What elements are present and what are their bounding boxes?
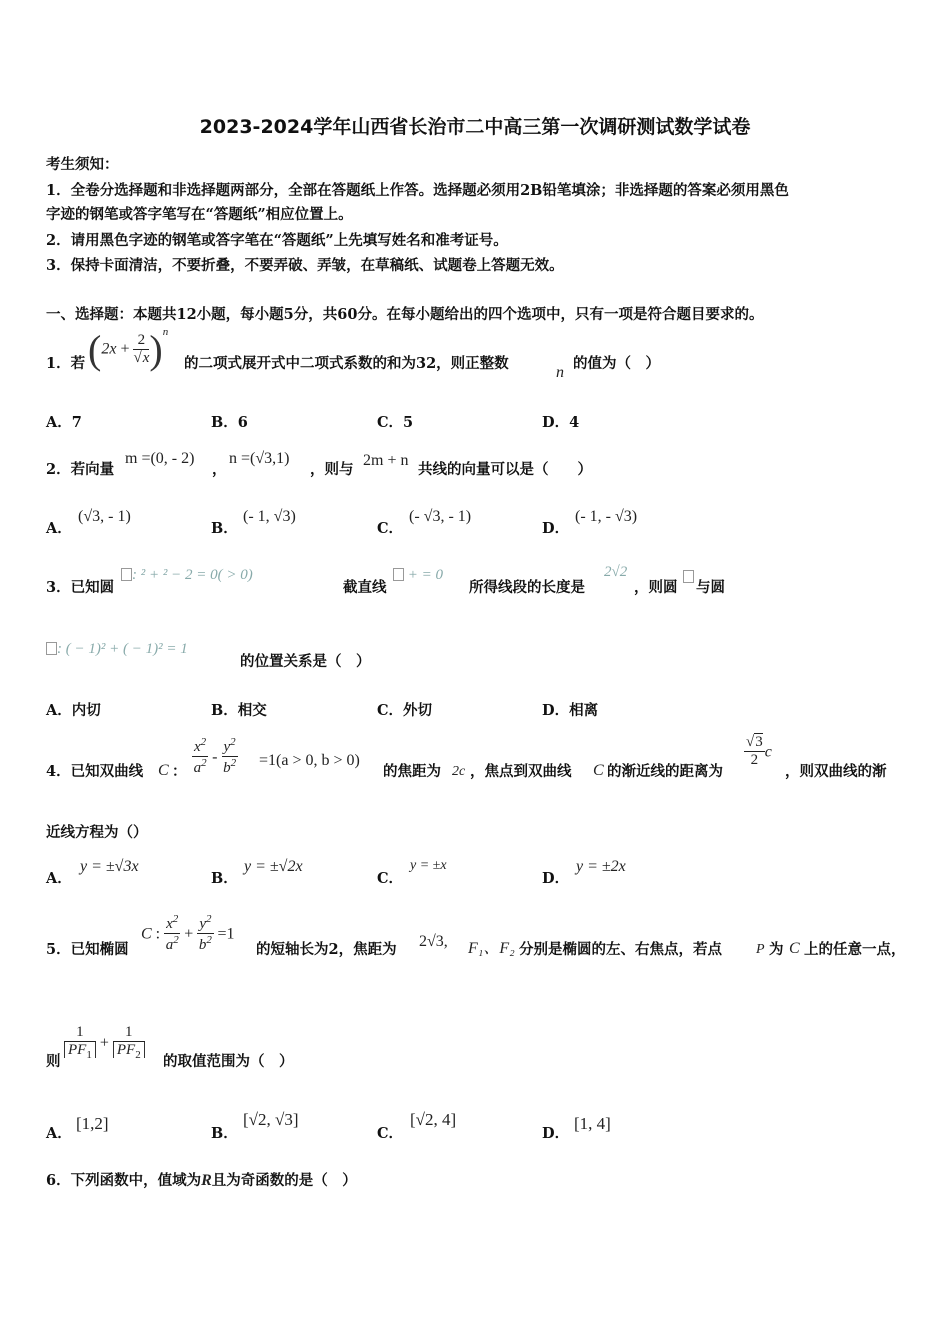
q5-option-d-label[interactable]: D． bbox=[542, 1125, 570, 1142]
q4-tail: ，则双曲线的渐 bbox=[785, 763, 887, 780]
q2-mid: ，则与 bbox=[310, 461, 354, 478]
q3-tail: 的位置关系是（ ） bbox=[240, 653, 371, 670]
q3-option-d[interactable]: D．相离 bbox=[542, 702, 599, 719]
q3-mid4: 与圆 bbox=[696, 579, 725, 596]
q1-variable-n: n bbox=[556, 364, 564, 381]
q6-text-a: 6．下列函数中，值域为 bbox=[46, 1172, 202, 1189]
q4-option-c-label[interactable]: C． bbox=[377, 870, 404, 887]
q4-option-b-label[interactable]: B． bbox=[211, 870, 238, 887]
notice-line: 字迹的钢笔或答字笔写在“答题纸”相应位置上。 bbox=[46, 206, 353, 223]
q2-vector-n: n =(√3,1) bbox=[229, 450, 290, 467]
q4-mid2: ，焦点到双曲线 bbox=[470, 763, 572, 780]
q3-circle2-equation-text: : ( − 1)² + ( − 1)² = 1 bbox=[57, 641, 188, 657]
q3-option-b[interactable]: B．相交 bbox=[211, 702, 267, 719]
q4-hyperbola-equation: $\frac{x^2}{a^2}$ - $\frac{y^2}{b^2}$ bbox=[193, 736, 237, 777]
q3-circle-equation bbox=[121, 564, 253, 584]
q2-option-d-value[interactable]: (- 1, - √3) bbox=[575, 508, 638, 525]
q5-option-b-value[interactable]: [√2, √3] bbox=[243, 1110, 299, 1129]
q5-line2-prefix: 则 bbox=[46, 1053, 61, 1070]
page-title: 2023-2024学年山西省长治市二中高三第一次调研测试数学试卷 bbox=[199, 116, 751, 138]
q4-option-b-value[interactable]: y = ±√2x bbox=[244, 858, 303, 875]
q4-distance-formula: $\frac{√3}{2}$ c bbox=[746, 734, 772, 769]
q5-option-b-label[interactable]: B． bbox=[211, 1125, 238, 1142]
q1-binomial-formula: (2x + $\frac{2}{√x}$ )$^n$ bbox=[88, 326, 169, 372]
notice-heading: 考生须知： bbox=[46, 156, 119, 173]
q4-option-d-label[interactable]: D． bbox=[542, 870, 570, 887]
q3-chord-length: 2√2 bbox=[604, 564, 628, 580]
notice-line: 2．请用黑色字迹的钢笔或答字笔在“答题纸”上先填写姓名和准考证号。 bbox=[46, 232, 508, 249]
q3-circle2-equation bbox=[46, 638, 188, 658]
q2-prefix: 2．若向量 bbox=[46, 461, 115, 478]
q5-option-a-value[interactable]: [1,2] bbox=[76, 1114, 109, 1133]
q3-mid3: ，则圆 bbox=[634, 579, 678, 596]
q3-placeholder-icon bbox=[683, 566, 694, 585]
q3-line-equation bbox=[393, 564, 443, 584]
q3-circle-equation-text: : ² + ² − 2 = 0( > 0) bbox=[132, 567, 253, 583]
q4-option-a-label[interactable]: A． bbox=[46, 870, 72, 887]
q2-comma: ， bbox=[212, 461, 227, 478]
q2-option-d-label[interactable]: D． bbox=[542, 520, 570, 537]
q2-vector-m: m =(0, - 2) bbox=[125, 450, 195, 467]
q3-mid2: 所得线段的长度是 bbox=[469, 579, 585, 596]
q2-tail: 共线的向量可以是（ ） bbox=[418, 461, 592, 478]
q5-mid1: 的短轴长为2，焦距为 bbox=[256, 941, 397, 958]
q5-mid4: 上的任意一点， bbox=[804, 941, 906, 958]
q4-curve-c: C bbox=[158, 762, 169, 779]
q1-option-a[interactable]: A．7 bbox=[46, 414, 82, 431]
q1-prefix: 1．若 bbox=[46, 355, 86, 372]
q6-question bbox=[46, 1169, 357, 1190]
q3-line-equation-text: + = 0 bbox=[404, 567, 443, 583]
q4-line2: 近线方程为（） bbox=[46, 824, 148, 841]
q4-option-a-value[interactable]: y = ±√3x bbox=[80, 858, 139, 875]
q2-option-b-label[interactable]: B． bbox=[211, 520, 238, 537]
notice-line: 3．保持卡面清洁，不要折叠，不要弄破、弄皱，在草稿纸、试题卷上答题无效。 bbox=[46, 257, 564, 274]
q2-option-a-value[interactable]: (√3, - 1) bbox=[78, 508, 131, 525]
q4-prefix: 4．已知双曲线 bbox=[46, 763, 144, 780]
q4-condition: =1(a > 0, b > 0) bbox=[259, 752, 360, 769]
q2-vector-sum: 2m + n bbox=[363, 452, 409, 469]
q5-foci: F₁、F₂ bbox=[468, 940, 515, 957]
q3-prefix: 3．已知圆 bbox=[46, 579, 115, 596]
q6-set-r: R bbox=[201, 1172, 212, 1189]
q3-option-c[interactable]: C．外切 bbox=[377, 702, 433, 719]
q1-text: 的二项式展开式中二项式系数的和为32，则正整数 bbox=[184, 355, 509, 372]
q1-tail: 的值为（ ） bbox=[573, 355, 660, 372]
q5-option-d-value[interactable]: [1, 4] bbox=[574, 1114, 611, 1133]
q5-curve-c: C bbox=[789, 940, 800, 957]
q5-expression: $\frac{1}{PF_1}$ + $\frac{1}{PF_2}$ bbox=[64, 1024, 145, 1062]
q3-mid1: 截直线 bbox=[343, 579, 387, 596]
q1-option-b[interactable]: B．6 bbox=[211, 414, 248, 431]
q2-option-a-label[interactable]: A． bbox=[46, 520, 72, 537]
q4-mid1: 的焦距为 bbox=[383, 763, 441, 780]
q4-option-d-value[interactable]: y = ±2x bbox=[576, 858, 626, 875]
q5-prefix: 5．已知椭圆 bbox=[46, 941, 129, 958]
q4-curve-c: C bbox=[593, 762, 604, 779]
q4-option-c-value[interactable]: y = ±x bbox=[410, 858, 447, 873]
q5-option-a-label[interactable]: A． bbox=[46, 1125, 72, 1142]
q5-mid2: 分别是椭圆的左、右焦点，若点 bbox=[519, 941, 722, 958]
q2-option-b-value[interactable]: (- 1, √3) bbox=[243, 508, 296, 525]
q5-line2-tail: 的取值范围为（ ） bbox=[163, 1053, 294, 1070]
q5-focal-length: 2√3, bbox=[419, 933, 448, 950]
section-heading: 一、选择题：本题共12小题，每小题5分，共60分。在每小题给出的四个选项中，只有一项是符合题目要求的。 bbox=[46, 306, 764, 323]
q1-option-c[interactable]: C．5 bbox=[377, 414, 414, 431]
q6-text-b: 且为奇函数的是（ ） bbox=[211, 1172, 357, 1189]
q2-option-c-value[interactable]: (- √3, - 1) bbox=[409, 508, 472, 525]
q5-mid3: 为 bbox=[769, 941, 784, 958]
q2-option-c-label[interactable]: C． bbox=[377, 520, 404, 537]
q5-ellipse-equation: C : $\frac{x^2}{a^2}$ + $\frac{y^2}{b^2}$ =1 bbox=[141, 913, 235, 954]
notice-line: 1．全卷分选择题和非选择题两部分，全部在答题纸上作答。选择题必须用2B铅笔填涂；非选择题的答案必须用黑色 bbox=[46, 182, 789, 199]
q3-option-a[interactable]: A．内切 bbox=[46, 702, 101, 719]
q4-mid3: 的渐近线的距离为 bbox=[607, 763, 723, 780]
q1-option-d[interactable]: D．4 bbox=[542, 414, 580, 431]
q4-colon: ： bbox=[172, 763, 187, 780]
q5-option-c-label[interactable]: C． bbox=[377, 1125, 404, 1142]
q5-option-c-value[interactable]: [√2, 4] bbox=[410, 1110, 457, 1129]
q5-point-p: P bbox=[756, 942, 765, 957]
q4-focal-distance: 2c bbox=[452, 764, 466, 779]
